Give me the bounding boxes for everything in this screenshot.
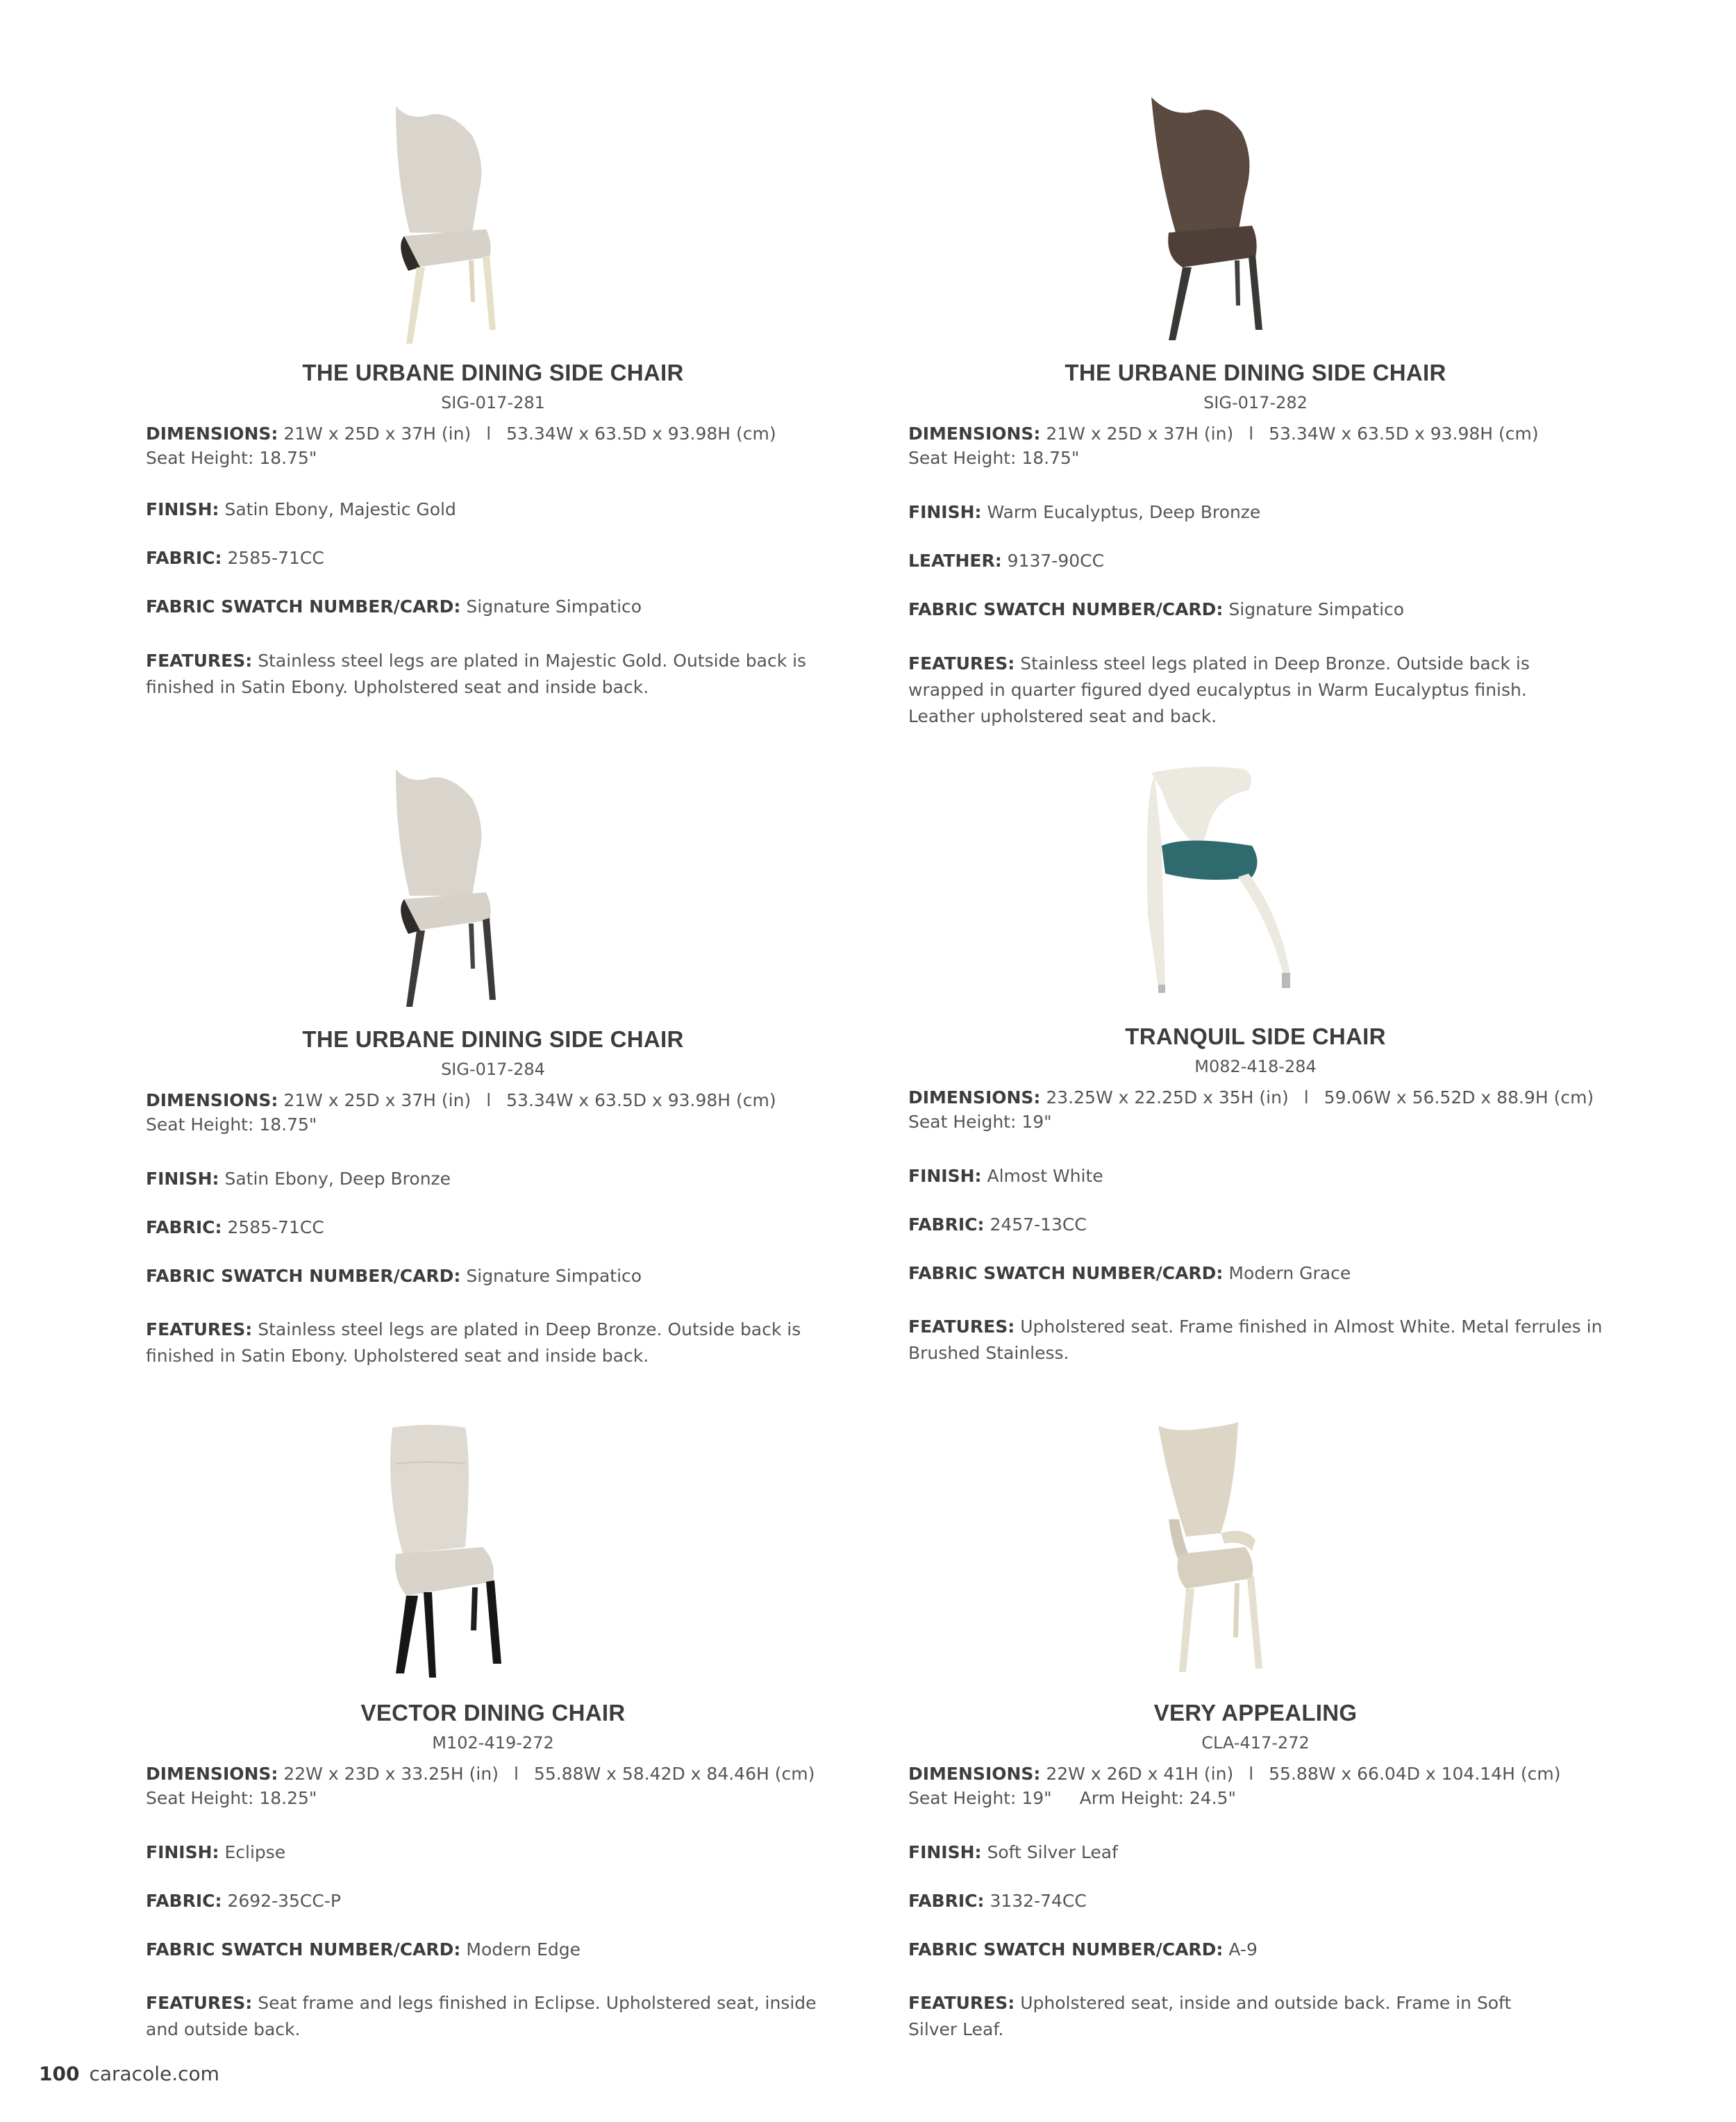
swatch-line: [908, 1937, 1603, 1963]
finish-label: FINISH:: [908, 502, 982, 522]
dimensions-separator: l: [1249, 424, 1254, 444]
finish-label: FINISH:: [908, 1842, 982, 1862]
dimensions-in: 22W x 23D x 33.25H (in): [283, 1764, 499, 1784]
page-number: 100: [39, 2062, 80, 2085]
features-label: FEATURES:: [146, 1319, 253, 1339]
dimensions-cm: 55.88W x 66.04D x 104.14H (cm): [1269, 1764, 1561, 1784]
swatch-value: Signature Simpatico: [1228, 599, 1405, 619]
swatch-label: FABRIC SWATCH NUMBER/CARD:: [146, 1939, 461, 1960]
finish-label: FINISH:: [146, 1842, 219, 1862]
swatch-line: [146, 1263, 840, 1289]
dimensions-line: [908, 1085, 1603, 1111]
dimensions-line: [908, 1761, 1603, 1787]
dimensions-in: 21W x 25D x 37H (in): [283, 424, 471, 444]
finish-value: Soft Silver Leaf: [987, 1842, 1118, 1862]
features-line: [146, 1990, 847, 2043]
swatch-line: [146, 594, 840, 620]
dimensions-cm: 53.34W x 63.5D x 93.98H (cm): [506, 1090, 776, 1110]
product-title: VECTOR DINING CHAIR: [360, 1700, 626, 1726]
material-value: 2585-71CC: [227, 1217, 324, 1237]
product-title: THE URBANE DINING SIDE CHAIR: [302, 1026, 684, 1052]
swatch-line: [908, 1260, 1603, 1287]
product-title: THE URBANE DINING SIDE CHAIR: [1065, 360, 1446, 385]
product-title: VERY APPEALING: [1153, 1700, 1358, 1726]
finish-label: FINISH:: [146, 499, 219, 519]
seat-height: Seat Height: 18.75": [146, 1114, 317, 1135]
material-label: FABRIC:: [146, 1891, 222, 1911]
dimensions-label: DIMENSIONS:: [146, 1764, 278, 1784]
dimensions-label: DIMENSIONS:: [908, 1087, 1041, 1108]
finish-line: [908, 1163, 1603, 1189]
product-sku: SIG-017-282: [1203, 393, 1308, 412]
dimensions-separator: l: [486, 1090, 492, 1110]
website-link[interactable]: caracole.com: [89, 2062, 219, 2085]
product-sku: M102-419-272: [432, 1733, 554, 1753]
product-image: [146, 757, 840, 1021]
material-label: LEATHER:: [908, 551, 1002, 571]
dimensions-separator: l: [486, 424, 492, 444]
finish-value: Satin Ebony, Majestic Gold: [224, 499, 456, 519]
product-image: [908, 762, 1603, 1026]
chair-image: [1130, 1422, 1339, 1679]
finish-value: Eclipse: [224, 1842, 286, 1862]
dimensions-cm: 53.34W x 63.5D x 93.98H (cm): [1269, 424, 1539, 444]
material-value: 2692-35CC-P: [227, 1891, 341, 1911]
material-value: 2585-71CC: [227, 548, 324, 568]
product-title: TRANQUIL SIDE CHAIR: [1125, 1024, 1386, 1049]
material-value: 9137-90CC: [1007, 551, 1105, 571]
dimensions-cm: 59.06W x 56.52D x 88.9H (cm): [1324, 1087, 1594, 1108]
swatch-value: Modern Edge: [466, 1939, 581, 1960]
finish-label: FINISH:: [908, 1166, 982, 1186]
features-line: [146, 1317, 833, 1369]
material-line: [146, 1214, 840, 1241]
chair-image: [368, 757, 576, 1014]
finish-line: [146, 1166, 840, 1192]
swatch-line: [908, 596, 1603, 623]
features-label: FEATURES:: [908, 1317, 1015, 1337]
material-label: FABRIC:: [908, 1214, 985, 1235]
seat-height: Seat Height: 18.75": [908, 448, 1080, 468]
seat-height: Seat Height: 18.25": [146, 1788, 317, 1808]
swatch-line: [146, 1937, 840, 1963]
dimensions-line: [146, 421, 840, 447]
features-label: FEATURES:: [146, 651, 253, 671]
arm-height: Arm Height: 24.5": [1079, 1788, 1237, 1808]
chair-image: [368, 94, 576, 351]
material-line: [908, 548, 1603, 574]
seat-height: Seat Height: 19": [908, 1112, 1052, 1132]
features-value: Stainless steel legs are plated in Majestic Gold. Outside back is finished in Satin Ebony. Upholstered seat and inside back.: [146, 651, 807, 697]
page-footer: [39, 2062, 219, 2085]
finish-value: Satin Ebony, Deep Bronze: [224, 1169, 451, 1189]
finish-value: Warm Eucalyptus, Deep Bronze: [987, 502, 1261, 522]
swatch-value: A-9: [1228, 1939, 1258, 1960]
material-label: FABRIC:: [146, 1217, 222, 1237]
product-image: [908, 90, 1603, 354]
finish-value: Almost White: [987, 1166, 1103, 1186]
product-title: THE URBANE DINING SIDE CHAIR: [302, 360, 684, 385]
dimensions-in: 23.25W x 22.25D x 35H (in): [1046, 1087, 1289, 1108]
dimensions-cm: 55.88W x 58.42D x 84.46H (cm): [533, 1764, 815, 1784]
finish-label: FINISH:: [146, 1169, 219, 1189]
swatch-label: FABRIC SWATCH NUMBER/CARD:: [146, 1266, 461, 1286]
swatch-label: FABRIC SWATCH NUMBER/CARD:: [908, 1939, 1224, 1960]
features-label: FEATURES:: [146, 1993, 253, 2013]
features-line: [908, 1990, 1554, 2043]
material-line: [146, 545, 840, 571]
dimensions-separator: l: [513, 1764, 519, 1784]
swatch-value: Signature Simpatico: [466, 1266, 642, 1286]
product-image: [908, 1422, 1603, 1686]
material-line: [908, 1888, 1603, 1914]
finish-line: [146, 496, 840, 523]
dimensions-label: DIMENSIONS:: [908, 1764, 1041, 1784]
swatch-label: FABRIC SWATCH NUMBER/CARD:: [908, 599, 1224, 619]
dimensions-line: [146, 1761, 840, 1787]
product-sku: CLA-417-272: [1201, 1733, 1310, 1753]
dimensions-label: DIMENSIONS:: [146, 424, 278, 444]
seat-height: Seat Height: 18.75": [146, 448, 317, 468]
finish-line: [146, 1839, 840, 1866]
dimensions-line: [908, 421, 1603, 447]
finish-line: [908, 499, 1603, 526]
features-line: [908, 651, 1582, 730]
features-label: FEATURES:: [908, 653, 1015, 674]
swatch-label: FABRIC SWATCH NUMBER/CARD:: [908, 1263, 1224, 1283]
features-value: Stainless steel legs plated in Deep Bronze. Outside back is wrapped in quarter figured dyed eucalyptus in Warm Eucalyptus finish. Leather upholstered seat and back.: [908, 653, 1530, 726]
material-label: FABRIC:: [146, 548, 222, 568]
chair-image: [368, 1422, 576, 1679]
seat-height: Seat Height: 19": [908, 1788, 1052, 1808]
material-line: [146, 1888, 840, 1914]
product-sku: SIG-017-284: [441, 1060, 545, 1079]
dimensions-in: 21W x 25D x 37H (in): [1046, 424, 1234, 444]
finish-line: [908, 1839, 1603, 1866]
dimensions-in: 22W x 26D x 41H (in): [1046, 1764, 1234, 1784]
material-line: [908, 1212, 1603, 1238]
product-image: [146, 1422, 840, 1686]
features-line: [146, 648, 833, 701]
dimensions-in: 21W x 25D x 37H (in): [283, 1090, 471, 1110]
features-label: FEATURES:: [908, 1993, 1015, 2013]
chair-image: [1130, 762, 1339, 1019]
seat-height-line: [908, 1785, 1603, 1812]
swatch-value: Modern Grace: [1228, 1263, 1351, 1283]
swatch-value: Signature Simpatico: [466, 596, 642, 617]
features-line: [908, 1314, 1610, 1367]
dimensions-line: [146, 1087, 840, 1114]
features-value: Upholstered seat, inside and outside back. Frame in Soft Silver Leaf.: [908, 1993, 1512, 2039]
chair-image: [1130, 90, 1339, 347]
swatch-label: FABRIC SWATCH NUMBER/CARD:: [146, 596, 461, 617]
dimensions-cm: 53.34W x 63.5D x 93.98H (cm): [506, 424, 776, 444]
material-label: FABRIC:: [908, 1891, 985, 1911]
dimensions-separator: l: [1249, 1764, 1254, 1784]
features-value: Upholstered seat. Frame finished in Almost White. Metal ferrules in Brushed Stainless.: [908, 1317, 1603, 1363]
product-image: [146, 94, 840, 358]
features-value: Seat frame and legs finished in Eclipse. Upholstered seat, inside and outside back.: [146, 1993, 817, 2039]
material-value: 2457-13CC: [990, 1214, 1087, 1235]
product-sku: M082-418-284: [1194, 1057, 1317, 1076]
product-sku: SIG-017-281: [441, 393, 545, 412]
dimensions-label: DIMENSIONS:: [908, 424, 1041, 444]
dimensions-label: DIMENSIONS:: [146, 1090, 278, 1110]
features-value: Stainless steel legs are plated in Deep Bronze. Outside back is finished in Satin Ebony. Upholstered seat and inside back.: [146, 1319, 801, 1366]
material-value: 3132-74CC: [990, 1891, 1087, 1911]
dimensions-separator: l: [1303, 1087, 1309, 1108]
